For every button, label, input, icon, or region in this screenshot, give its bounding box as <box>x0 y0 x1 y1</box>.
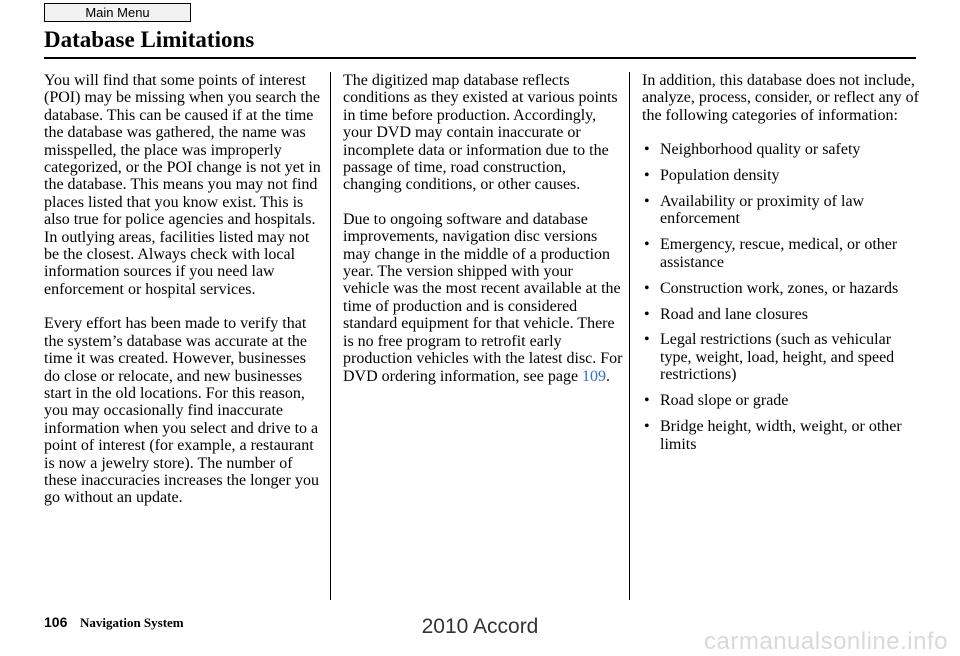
title-rule <box>44 57 916 59</box>
list-item: • Population density <box>642 167 922 184</box>
page-number: 106 <box>44 614 68 630</box>
site-watermark: carmanualsonline.info <box>704 628 948 655</box>
column-1 <box>44 72 324 524</box>
list-item: • Legal restrictions (such as vehicular type, weight, load, height, and speed restrictions) <box>642 331 922 383</box>
list-item: • Construction work, zones, or hazards <box>642 280 922 297</box>
list-item: • Road slope or grade <box>642 392 922 409</box>
column-3 <box>642 72 922 461</box>
column-1-paragraph-2: Every effort has been made to verify that the system’s database was accurate at the time it was created. However, businesses do close or relocate, and new businesses start in the old locations. For this reason, you may occasionally find inaccurate information when you select and drive to a point of interest (for example, a restaurant is now a jewelry store). The number of these inaccuracies increases the longer you go without an update. <box>44 315 319 507</box>
column-3-intro: In addition, this database does not include, analyze, process, consider, or reflect any of the following categories of information: <box>642 72 920 124</box>
column-2-paragraph-2-text: Due to ongoing software and database improvements, navigation disc versions may change in the middle of a production year. The version shipped with your vehicle was the most recent available at the time of production and is considered standard equipment for that vehicle. There is no free program to retrofit early production vehicles with the latest disc. For DVD ordering information, see page <box>343 210 623 385</box>
column-2-paragraph-2-end: . <box>606 367 611 385</box>
model-watermark: 2010 Accord <box>421 615 539 638</box>
column-divider-1 <box>330 72 331 600</box>
column-2-paragraph-1: The digitized map database reflects conditions as they existed at various points in time before production. Accordingly, your DVD may contain inaccurate or incomplete data or information due to the passage of time, road construction, changing conditions, or other causes. <box>343 72 618 194</box>
column-2-paragraph-2 <box>343 211 623 385</box>
limitations-list <box>642 141 922 453</box>
list-item: • Availability or proximity of law enforcement <box>642 193 922 228</box>
column-1-paragraph-1: You will find that some points of interest (POI) may be missing when you search the database. This can be caused if at the time the database was gathered, the name was misspelled, the place was improperly categorized, or the POI change is not yet in the database. This means you may not find places listed that you know exist. This is also true for police agencies and hospitals. In outlying areas, facilities listed may not be the closest. Always check with local information sources if you need law enforcement or hospital services. <box>44 72 321 298</box>
column-divider-2 <box>629 72 630 600</box>
list-item: • Neighborhood quality or safety <box>642 141 922 158</box>
main-menu-button[interactable]: Main Menu <box>44 3 191 22</box>
list-item: • Emergency, rescue, medical, or other assistance <box>642 236 922 271</box>
list-item: • Bridge height, width, weight, or other limits <box>642 418 922 453</box>
footer-section-title: Navigation System <box>80 615 184 630</box>
page-109-link[interactable]: 109 <box>582 367 607 385</box>
page-title: Database Limitations <box>44 27 255 52</box>
list-item: • Road and lane closures <box>642 306 922 323</box>
column-2 <box>343 72 623 402</box>
